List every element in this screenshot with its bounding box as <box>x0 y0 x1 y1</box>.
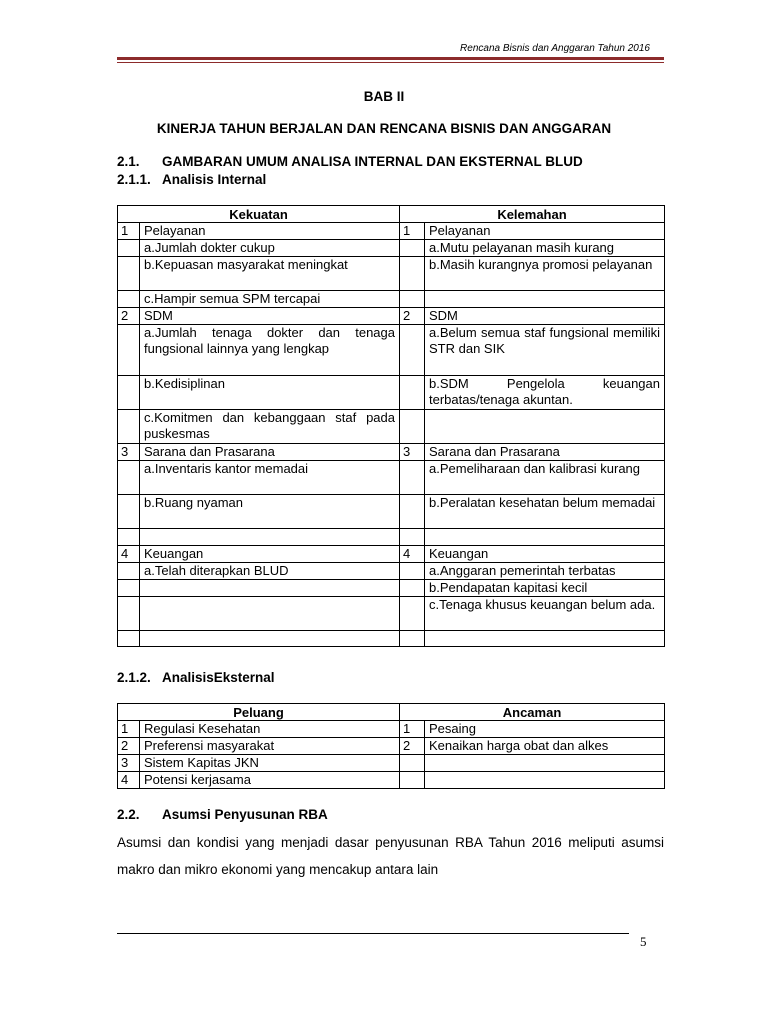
cell-left: b.Ruang nyaman <box>140 495 400 529</box>
table-row <box>118 240 665 257</box>
external-analysis-table <box>117 703 665 789</box>
cell-right: a.Belum semua staf fungsional memiliki STR dan SIK <box>425 325 665 376</box>
section-title: GAMBARAN UMUM ANALISA INTERNAL DAN EKSTERNAL BLUD <box>162 154 583 169</box>
chapter-title: KINERJA TAHUN BERJALAN DAN RENCANA BISNIS DAN ANGGARAN <box>156 121 612 136</box>
row-number-right: 2 <box>400 308 425 325</box>
row-number-left: 2 <box>118 738 140 755</box>
table-row <box>118 325 665 376</box>
row-number-left <box>118 563 140 580</box>
row-number-left <box>118 410 140 444</box>
table-row <box>118 738 665 755</box>
cell-left: Keuangan <box>140 546 400 563</box>
cell-left: Preferensi masyarakat <box>140 738 400 755</box>
row-number-right <box>400 495 425 529</box>
cell-right <box>425 631 665 647</box>
section-number: 2.2. <box>117 807 140 822</box>
cell-right: a.Anggaran pemerintah terbatas <box>425 563 665 580</box>
row-number-left <box>118 529 140 546</box>
row-number-right <box>400 410 425 444</box>
row-number-right <box>400 376 425 410</box>
cell-right: Pesaing <box>425 721 665 738</box>
row-number-left <box>118 325 140 376</box>
cell-left <box>140 597 400 631</box>
cell-right <box>425 529 665 546</box>
cell-right: b.Masih kurangnya promosi pelayanan <box>425 257 665 291</box>
page-number: 5 <box>640 934 647 949</box>
row-number-right: 2 <box>400 738 425 755</box>
cell-left: a.Inventaris kantor memadai <box>140 461 400 495</box>
row-number-left: 1 <box>118 223 140 240</box>
row-number-right <box>400 461 425 495</box>
row-number-left <box>118 631 140 647</box>
cell-left: c.Komitmen dan kebanggaan staf pada puskesmas <box>140 410 400 444</box>
table-row <box>118 376 665 410</box>
cell-left: Potensi kerjasama <box>140 772 400 789</box>
table-header-strengths: Kekuatan <box>118 206 400 223</box>
row-number-right <box>400 755 425 772</box>
cell-left: Pelayanan <box>140 223 400 240</box>
section-title: AnalisisEksternal <box>162 670 275 685</box>
footer-rule <box>117 933 629 934</box>
row-number-left: 4 <box>118 772 140 789</box>
row-number-right <box>400 631 425 647</box>
cell-left <box>140 580 400 597</box>
cell-left: a.Jumlah dokter cukup <box>140 240 400 257</box>
section-2-2-heading <box>117 807 328 822</box>
row-number-right: 1 <box>400 223 425 240</box>
table-row <box>118 223 665 240</box>
table-header-threats: Ancaman <box>400 704 665 721</box>
table-row <box>118 597 665 631</box>
row-number-left <box>118 461 140 495</box>
chapter-label: BAB II <box>363 89 405 104</box>
row-number-left <box>118 291 140 308</box>
row-number-left: 1 <box>118 721 140 738</box>
cell-right: c.Tenaga khusus keuangan belum ada. <box>425 597 665 631</box>
section-2-1-heading <box>117 154 583 169</box>
table-row <box>118 563 665 580</box>
table-row <box>118 580 665 597</box>
table-row <box>118 772 665 789</box>
cell-left: a.Telah diterapkan BLUD <box>140 563 400 580</box>
table-row <box>118 444 665 461</box>
section-2-1-2-heading <box>117 670 275 685</box>
body-paragraph: Asumsi dan kondisi yang menjadi dasar penyusunan RBA Tahun 2016 meliputi asumsi makro dan mikro ekonomi yang mencakup antara lain <box>117 835 664 877</box>
cell-left: Sistem Kapitas JKN <box>140 755 400 772</box>
cell-right <box>425 410 665 444</box>
section-title: Analisis Internal <box>162 172 267 187</box>
row-number-left <box>118 495 140 529</box>
cell-right: SDM <box>425 308 665 325</box>
section-2-1-1-heading <box>117 172 266 187</box>
table-header-opportunities: Peluang <box>118 704 400 721</box>
row-number-right <box>400 580 425 597</box>
cell-left: a.Jumlah tenaga dokter dan tenaga fungsional lainnya yang lengkap <box>140 325 400 376</box>
cell-right: Kenaikan harga obat dan alkes <box>425 738 665 755</box>
table-row <box>118 529 665 546</box>
running-header: Rencana Bisnis dan Anggaran Tahun 2016 <box>460 43 650 54</box>
cell-left: Sarana dan Prasarana <box>140 444 400 461</box>
row-number-left <box>118 376 140 410</box>
internal-analysis-table <box>117 205 665 647</box>
section-number: 2.1.2. <box>117 670 151 685</box>
table-row <box>118 308 665 325</box>
row-number-right: 4 <box>400 546 425 563</box>
header-rule-thin <box>117 62 664 63</box>
row-number-left <box>118 580 140 597</box>
table-row <box>118 257 665 291</box>
cell-left <box>140 529 400 546</box>
row-number-right <box>400 240 425 257</box>
table-row <box>118 631 665 647</box>
row-number-right <box>400 325 425 376</box>
row-number-right: 1 <box>400 721 425 738</box>
row-number-right <box>400 563 425 580</box>
cell-left: b.Kepuasan masyarakat meningkat <box>140 257 400 291</box>
cell-left: Regulasi Kesehatan <box>140 721 400 738</box>
cell-left: SDM <box>140 308 400 325</box>
cell-left <box>140 631 400 647</box>
table-row <box>118 755 665 772</box>
cell-right: a.Pemeliharaan dan kalibrasi kurang <box>425 461 665 495</box>
row-number-right <box>400 257 425 291</box>
cell-right: Pelayanan <box>425 223 665 240</box>
cell-right: Sarana dan Prasarana <box>425 444 665 461</box>
row-number-right <box>400 772 425 789</box>
table-row <box>118 410 665 444</box>
row-number-left: 3 <box>118 444 140 461</box>
cell-right: a.Mutu pelayanan masih kurang <box>425 240 665 257</box>
row-number-left: 3 <box>118 755 140 772</box>
table-row <box>118 721 665 738</box>
cell-right: Keuangan <box>425 546 665 563</box>
section-title: Asumsi Penyusunan RBA <box>162 807 328 822</box>
row-number-left <box>118 597 140 631</box>
cell-right <box>425 755 665 772</box>
row-number-left <box>118 240 140 257</box>
row-number-right <box>400 597 425 631</box>
cell-left: c.Hampir semua SPM tercapai <box>140 291 400 308</box>
table-row <box>118 546 665 563</box>
cell-right: b.Pendapatan kapitasi kecil <box>425 580 665 597</box>
cell-right: b.Peralatan kesehatan belum memadai <box>425 495 665 529</box>
table-header-weaknesses: Kelemahan <box>400 206 665 223</box>
section-number: 2.1.1. <box>117 172 151 187</box>
row-number-right <box>400 291 425 308</box>
section-number: 2.1. <box>117 154 140 169</box>
header-rule <box>117 57 664 60</box>
row-number-right: 3 <box>400 444 425 461</box>
cell-right <box>425 772 665 789</box>
row-number-left: 4 <box>118 546 140 563</box>
cell-right: b.SDM Pengelola keuangan terbatas/tenaga akuntan. <box>425 376 665 410</box>
cell-right <box>425 291 665 308</box>
row-number-right <box>400 529 425 546</box>
cell-left: b.Kedisiplinan <box>140 376 400 410</box>
table-row <box>118 291 665 308</box>
row-number-left <box>118 257 140 291</box>
table-row <box>118 461 665 495</box>
table-row <box>118 495 665 529</box>
row-number-left: 2 <box>118 308 140 325</box>
